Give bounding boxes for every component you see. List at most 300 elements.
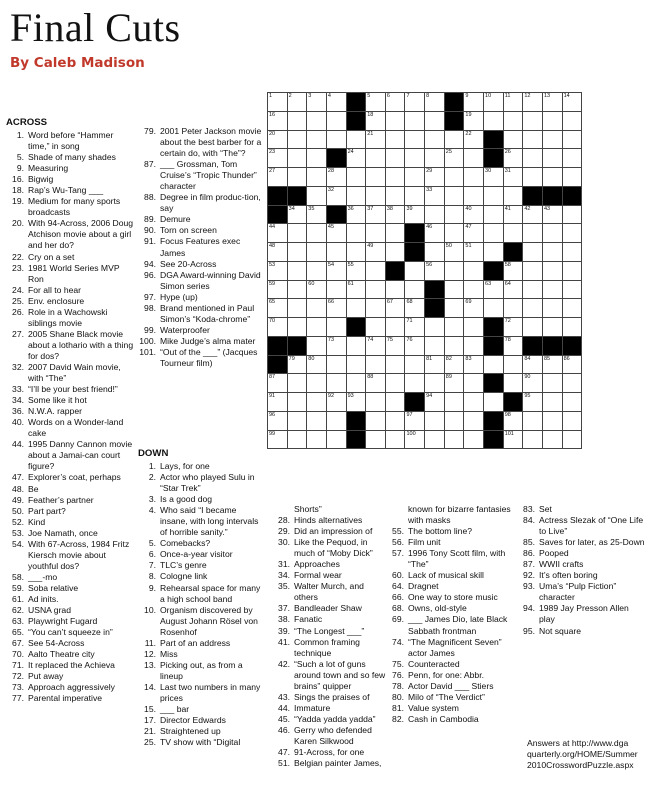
- grid-cell[interactable]: [425, 205, 445, 224]
- grid-cell[interactable]: [268, 93, 288, 112]
- grid-cell[interactable]: [542, 280, 562, 299]
- grid-cell[interactable]: [503, 111, 523, 130]
- grid-cell[interactable]: [326, 411, 346, 430]
- grid-cell[interactable]: [542, 318, 562, 337]
- grid-cell[interactable]: [484, 186, 504, 205]
- grid-cell[interactable]: [307, 93, 327, 112]
- grid-cell[interactable]: [366, 299, 386, 318]
- grid-cell[interactable]: [484, 168, 504, 187]
- grid-cell[interactable]: [405, 318, 425, 337]
- grid-cell[interactable]: [542, 205, 562, 224]
- down-clue: [272, 526, 390, 537]
- grid-cell[interactable]: [287, 205, 307, 224]
- grid-cell[interactable]: [464, 93, 484, 112]
- grid-cell[interactable]: [307, 111, 327, 130]
- grid-cell[interactable]: [425, 411, 445, 430]
- grid-cell[interactable]: [385, 168, 405, 187]
- grid-cell[interactable]: [562, 243, 582, 262]
- grid-black-square: [425, 280, 445, 299]
- grid-cell[interactable]: [326, 280, 346, 299]
- grid-cell[interactable]: [346, 130, 366, 149]
- grid-cell[interactable]: [542, 149, 562, 168]
- grid-cell[interactable]: [523, 130, 543, 149]
- grid-cell[interactable]: [523, 168, 543, 187]
- grid-cell[interactable]: [484, 355, 504, 374]
- grid-cell[interactable]: [562, 168, 582, 187]
- grid-cell[interactable]: [523, 243, 543, 262]
- grid-cell[interactable]: [366, 430, 386, 449]
- grid-cell[interactable]: [484, 299, 504, 318]
- grid-cell[interactable]: [346, 280, 366, 299]
- grid-cell[interactable]: [542, 374, 562, 393]
- grid-cell[interactable]: [562, 299, 582, 318]
- grid-cell[interactable]: [444, 224, 464, 243]
- grid-cell[interactable]: [366, 243, 386, 262]
- grid-cell[interactable]: [503, 261, 523, 280]
- grid-cell[interactable]: [484, 224, 504, 243]
- grid-cell[interactable]: [287, 430, 307, 449]
- grid-cell[interactable]: [503, 168, 523, 187]
- grid-cell[interactable]: [307, 261, 327, 280]
- grid-cell[interactable]: [542, 299, 562, 318]
- clue-number: 94.: [523, 603, 535, 614]
- grid-cell[interactable]: [464, 243, 484, 262]
- grid-cell[interactable]: [385, 93, 405, 112]
- grid-cell[interactable]: [542, 261, 562, 280]
- grid-cell[interactable]: [385, 224, 405, 243]
- grid-cell[interactable]: [562, 430, 582, 449]
- grid-cell[interactable]: [268, 374, 288, 393]
- grid-cell[interactable]: [326, 224, 346, 243]
- grid-cell[interactable]: [326, 336, 346, 355]
- grid-cell[interactable]: [444, 149, 464, 168]
- grid-cell[interactable]: [405, 205, 425, 224]
- grid-cell[interactable]: [444, 318, 464, 337]
- grid-cell[interactable]: [405, 130, 425, 149]
- grid-cell[interactable]: [562, 411, 582, 430]
- grid-cell[interactable]: [503, 186, 523, 205]
- grid-cell[interactable]: [268, 430, 288, 449]
- grid-cell[interactable]: [405, 261, 425, 280]
- grid-cell[interactable]: [484, 243, 504, 262]
- grid-cell[interactable]: [385, 243, 405, 262]
- grid-cell[interactable]: [268, 224, 288, 243]
- grid-cell[interactable]: [542, 411, 562, 430]
- clue-number: 98.: [144, 302, 156, 313]
- grid-cell[interactable]: [562, 318, 582, 337]
- grid-cell[interactable]: [523, 280, 543, 299]
- clue-number: 15.: [144, 704, 156, 715]
- grid-cell[interactable]: [425, 336, 445, 355]
- grid-cell[interactable]: [326, 355, 346, 374]
- grid-cell[interactable]: [287, 224, 307, 243]
- grid-cell[interactable]: [346, 243, 366, 262]
- grid-cell[interactable]: [444, 280, 464, 299]
- grid-cell[interactable]: [444, 374, 464, 393]
- grid-cell[interactable]: [464, 224, 484, 243]
- grid-cell[interactable]: [425, 130, 445, 149]
- grid-cell[interactable]: [562, 111, 582, 130]
- grid-cell[interactable]: [464, 411, 484, 430]
- grid-cell[interactable]: [542, 111, 562, 130]
- grid-cell[interactable]: [464, 168, 484, 187]
- grid-cell[interactable]: [366, 355, 386, 374]
- grid-cell[interactable]: [326, 430, 346, 449]
- grid-cell[interactable]: [425, 168, 445, 187]
- grid-cell[interactable]: [444, 243, 464, 262]
- clue-number: 27.: [12, 328, 24, 339]
- grid-cell[interactable]: [425, 224, 445, 243]
- grid-cell[interactable]: [346, 355, 366, 374]
- grid-cell[interactable]: [307, 130, 327, 149]
- grid-cell[interactable]: [425, 111, 445, 130]
- grid-cell[interactable]: [287, 411, 307, 430]
- grid-cell[interactable]: [444, 130, 464, 149]
- grid-cell[interactable]: [346, 168, 366, 187]
- down-clue: [386, 548, 512, 570]
- grid-cell[interactable]: [425, 318, 445, 337]
- grid-cell[interactable]: [346, 299, 366, 318]
- grid-cell[interactable]: [366, 374, 386, 393]
- grid-cell[interactable]: [464, 374, 484, 393]
- clue-text: Mike Judge’s alma mater: [160, 335, 256, 346]
- clue-number: 69.: [392, 614, 404, 625]
- grid-cell[interactable]: [523, 261, 543, 280]
- grid-cell[interactable]: [425, 374, 445, 393]
- grid-cell[interactable]: [346, 205, 366, 224]
- grid-cell[interactable]: [287, 280, 307, 299]
- grid-cell[interactable]: [307, 149, 327, 168]
- grid-cell[interactable]: [307, 430, 327, 449]
- grid-cell[interactable]: [503, 205, 523, 224]
- down-clue: [272, 659, 390, 692]
- grid-cell[interactable]: [464, 130, 484, 149]
- grid-cell[interactable]: [366, 149, 386, 168]
- grid-cell[interactable]: [307, 205, 327, 224]
- grid-cell[interactable]: [503, 355, 523, 374]
- grid-cell[interactable]: [444, 393, 464, 412]
- grid-cell[interactable]: [425, 186, 445, 205]
- grid-cell[interactable]: [366, 280, 386, 299]
- grid-cell[interactable]: [425, 149, 445, 168]
- grid-cell[interactable]: [287, 374, 307, 393]
- grid-cell[interactable]: [326, 243, 346, 262]
- grid-cell[interactable]: [444, 205, 464, 224]
- grid-cell[interactable]: [562, 205, 582, 224]
- grid-cell[interactable]: [523, 149, 543, 168]
- grid-cell[interactable]: [385, 186, 405, 205]
- clue-number: 44.: [278, 702, 290, 713]
- grid-cell[interactable]: [542, 355, 562, 374]
- grid-cell[interactable]: [346, 374, 366, 393]
- across-clue: [6, 362, 134, 384]
- grid-cell[interactable]: [405, 149, 425, 168]
- grid-black-square: [523, 186, 543, 205]
- grid-cell[interactable]: [287, 93, 307, 112]
- clue-text: Actor who played Sulu in “Star Trek”: [160, 472, 255, 494]
- grid-cell[interactable]: [562, 374, 582, 393]
- grid-cell[interactable]: [307, 224, 327, 243]
- grid-cell[interactable]: [287, 111, 307, 130]
- grid-cell[interactable]: [405, 355, 425, 374]
- grid-cell[interactable]: [464, 280, 484, 299]
- grid-cell[interactable]: [307, 168, 327, 187]
- grid-cell[interactable]: [268, 280, 288, 299]
- grid-cell[interactable]: [523, 393, 543, 412]
- grid-cell[interactable]: [503, 130, 523, 149]
- cell-number: 101: [504, 430, 514, 437]
- grid-cell[interactable]: [503, 411, 523, 430]
- grid-cell[interactable]: [346, 261, 366, 280]
- grid-cell[interactable]: [503, 299, 523, 318]
- grid-cell[interactable]: [425, 430, 445, 449]
- grid-cell[interactable]: [287, 299, 307, 318]
- grid-cell[interactable]: [268, 299, 288, 318]
- grid-cell[interactable]: [326, 299, 346, 318]
- grid-cell[interactable]: [464, 318, 484, 337]
- grid-cell[interactable]: [444, 186, 464, 205]
- grid-cell[interactable]: [385, 299, 405, 318]
- grid-cell[interactable]: [366, 205, 386, 224]
- grid-cell[interactable]: [523, 111, 543, 130]
- clue-number: 70.: [12, 649, 24, 660]
- grid-cell[interactable]: [385, 355, 405, 374]
- grid-cell[interactable]: [268, 318, 288, 337]
- grid-cell[interactable]: [366, 186, 386, 205]
- grid-cell[interactable]: [268, 261, 288, 280]
- grid-cell[interactable]: [405, 168, 425, 187]
- grid-cell[interactable]: [523, 299, 543, 318]
- grid-cell[interactable]: [425, 93, 445, 112]
- grid-cell[interactable]: [562, 224, 582, 243]
- grid-cell[interactable]: [444, 430, 464, 449]
- grid-cell[interactable]: [542, 93, 562, 112]
- grid-cell[interactable]: [503, 374, 523, 393]
- grid-cell[interactable]: [405, 336, 425, 355]
- grid-cell[interactable]: [326, 93, 346, 112]
- grid-cell[interactable]: [346, 149, 366, 168]
- grid-cell[interactable]: [542, 243, 562, 262]
- down-clue: [386, 714, 512, 725]
- grid-cell[interactable]: [425, 243, 445, 262]
- grid-cell[interactable]: [523, 411, 543, 430]
- grid-cell[interactable]: [366, 318, 386, 337]
- grid-cell[interactable]: [523, 318, 543, 337]
- grid-cell[interactable]: [562, 261, 582, 280]
- grid-cell[interactable]: [562, 280, 582, 299]
- grid-cell[interactable]: [385, 374, 405, 393]
- grid-cell[interactable]: [326, 261, 346, 280]
- grid-cell[interactable]: [464, 111, 484, 130]
- grid-cell[interactable]: [503, 280, 523, 299]
- grid-cell[interactable]: [484, 280, 504, 299]
- grid-cell[interactable]: [287, 149, 307, 168]
- grid-cell[interactable]: [268, 149, 288, 168]
- grid-cell[interactable]: [307, 243, 327, 262]
- grid-cell[interactable]: [523, 355, 543, 374]
- grid-cell[interactable]: [464, 355, 484, 374]
- cell-number: 3: [308, 93, 312, 99]
- grid-cell[interactable]: [366, 224, 386, 243]
- grid-cell[interactable]: [366, 336, 386, 355]
- grid-cell[interactable]: [307, 336, 327, 355]
- grid-cell[interactable]: [503, 318, 523, 337]
- grid-cell[interactable]: [287, 261, 307, 280]
- grid-cell[interactable]: [444, 168, 464, 187]
- grid-cell[interactable]: [385, 280, 405, 299]
- grid-cell[interactable]: [366, 168, 386, 187]
- grid-cell[interactable]: [444, 355, 464, 374]
- grid-cell[interactable]: [268, 130, 288, 149]
- grid-cell[interactable]: [385, 130, 405, 149]
- grid-cell[interactable]: [346, 224, 366, 243]
- grid-cell[interactable]: [425, 355, 445, 374]
- cell-number: 95: [524, 393, 531, 399]
- clue-text: Hinds alternatives: [294, 515, 363, 526]
- grid-cell[interactable]: [444, 299, 464, 318]
- grid-cell[interactable]: [425, 261, 445, 280]
- grid-cell[interactable]: [464, 393, 484, 412]
- grid-cell[interactable]: [385, 318, 405, 337]
- grid-cell[interactable]: [562, 130, 582, 149]
- grid-cell[interactable]: [287, 243, 307, 262]
- grid-cell[interactable]: [385, 111, 405, 130]
- grid-cell[interactable]: [366, 93, 386, 112]
- grid-cell[interactable]: [346, 393, 366, 412]
- grid-cell[interactable]: [562, 149, 582, 168]
- grid-cell[interactable]: [503, 430, 523, 449]
- grid-cell[interactable]: [366, 411, 386, 430]
- grid-cell[interactable]: [464, 186, 484, 205]
- grid-black-square: [484, 130, 504, 149]
- grid-cell[interactable]: [523, 374, 543, 393]
- grid-cell[interactable]: [268, 393, 288, 412]
- grid-cell[interactable]: [346, 336, 366, 355]
- grid-cell[interactable]: [385, 205, 405, 224]
- grid-cell[interactable]: [484, 393, 504, 412]
- grid-cell[interactable]: [287, 168, 307, 187]
- grid-cell[interactable]: [268, 411, 288, 430]
- grid-cell[interactable]: [484, 93, 504, 112]
- grid-cell[interactable]: [562, 93, 582, 112]
- grid-cell[interactable]: [405, 186, 425, 205]
- grid-cell[interactable]: [287, 130, 307, 149]
- grid-cell[interactable]: [503, 93, 523, 112]
- grid-cell[interactable]: [268, 168, 288, 187]
- grid-cell[interactable]: [385, 336, 405, 355]
- grid-cell[interactable]: [326, 186, 346, 205]
- grid-cell[interactable]: [444, 261, 464, 280]
- clue-number: 10.: [144, 604, 156, 615]
- across-clues-column-1: [6, 117, 134, 704]
- cell-number: 23: [269, 149, 276, 156]
- grid-cell[interactable]: [503, 149, 523, 168]
- grid-cell[interactable]: [307, 411, 327, 430]
- cell-number: 20: [269, 130, 276, 137]
- grid-cell[interactable]: [405, 411, 425, 430]
- grid-cell[interactable]: [503, 224, 523, 243]
- clue-number: 93.: [523, 581, 535, 592]
- grid-cell[interactable]: [307, 355, 327, 374]
- grid-cell[interactable]: [562, 355, 582, 374]
- grid-cell[interactable]: [523, 93, 543, 112]
- grid-cell[interactable]: [484, 111, 504, 130]
- grid-cell[interactable]: [287, 393, 307, 412]
- grid-cell[interactable]: [464, 430, 484, 449]
- grid-cell[interactable]: [464, 205, 484, 224]
- grid-cell[interactable]: [346, 186, 366, 205]
- grid-cell[interactable]: [405, 280, 425, 299]
- grid-cell[interactable]: [464, 149, 484, 168]
- grid-cell[interactable]: [385, 411, 405, 430]
- grid-cell[interactable]: [523, 205, 543, 224]
- grid-cell[interactable]: [444, 336, 464, 355]
- grid-cell[interactable]: [366, 130, 386, 149]
- grid-cell[interactable]: [268, 243, 288, 262]
- grid-cell[interactable]: [405, 111, 425, 130]
- clue-number: 100.: [139, 335, 156, 346]
- down-clue: [386, 504, 512, 526]
- grid-cell[interactable]: [385, 393, 405, 412]
- grid-cell[interactable]: [562, 393, 582, 412]
- grid-cell[interactable]: [405, 374, 425, 393]
- clue-text: Put away: [28, 671, 64, 682]
- grid-cell[interactable]: [366, 111, 386, 130]
- clue-text: Role in a Wachowski siblings movie: [28, 306, 108, 328]
- grid-cell[interactable]: [326, 111, 346, 130]
- grid-cell[interactable]: [326, 393, 346, 412]
- grid-cell[interactable]: [405, 93, 425, 112]
- cell-number: 28: [327, 168, 335, 174]
- grid-cell[interactable]: [287, 318, 307, 337]
- grid-cell[interactable]: [307, 280, 327, 299]
- grid-cell[interactable]: [385, 430, 405, 449]
- grid-cell[interactable]: [307, 186, 327, 205]
- grid-cell[interactable]: [464, 336, 484, 355]
- grid-cell[interactable]: [307, 299, 327, 318]
- grid-cell[interactable]: [307, 374, 327, 393]
- grid-cell[interactable]: [523, 224, 543, 243]
- grid-cell[interactable]: [405, 430, 425, 449]
- grid-cell[interactable]: [444, 411, 464, 430]
- grid-cell[interactable]: [542, 130, 562, 149]
- grid-cell[interactable]: [307, 393, 327, 412]
- grid-cell[interactable]: [326, 374, 346, 393]
- grid-cell[interactable]: [366, 393, 386, 412]
- grid-cell[interactable]: [307, 318, 327, 337]
- grid-cell[interactable]: [405, 299, 425, 318]
- grid-cell[interactable]: [523, 430, 543, 449]
- grid-cell[interactable]: [326, 168, 346, 187]
- grid-cell[interactable]: [542, 393, 562, 412]
- grid-cell[interactable]: [385, 149, 405, 168]
- grid-cell[interactable]: [542, 430, 562, 449]
- grid-cell[interactable]: [326, 318, 346, 337]
- grid-cell[interactable]: [287, 355, 307, 374]
- grid-cell[interactable]: [464, 261, 484, 280]
- grid-cell[interactable]: [484, 205, 504, 224]
- grid-cell[interactable]: [464, 299, 484, 318]
- grid-cell[interactable]: [542, 224, 562, 243]
- grid-cell[interactable]: [542, 168, 562, 187]
- clue-text: Is a good dog: [160, 494, 213, 505]
- grid-cell[interactable]: [425, 393, 445, 412]
- grid-cell[interactable]: [326, 130, 346, 149]
- down-clue: [517, 504, 645, 515]
- grid-cell[interactable]: [268, 111, 288, 130]
- grid-cell[interactable]: [366, 261, 386, 280]
- grid-cell[interactable]: [503, 336, 523, 355]
